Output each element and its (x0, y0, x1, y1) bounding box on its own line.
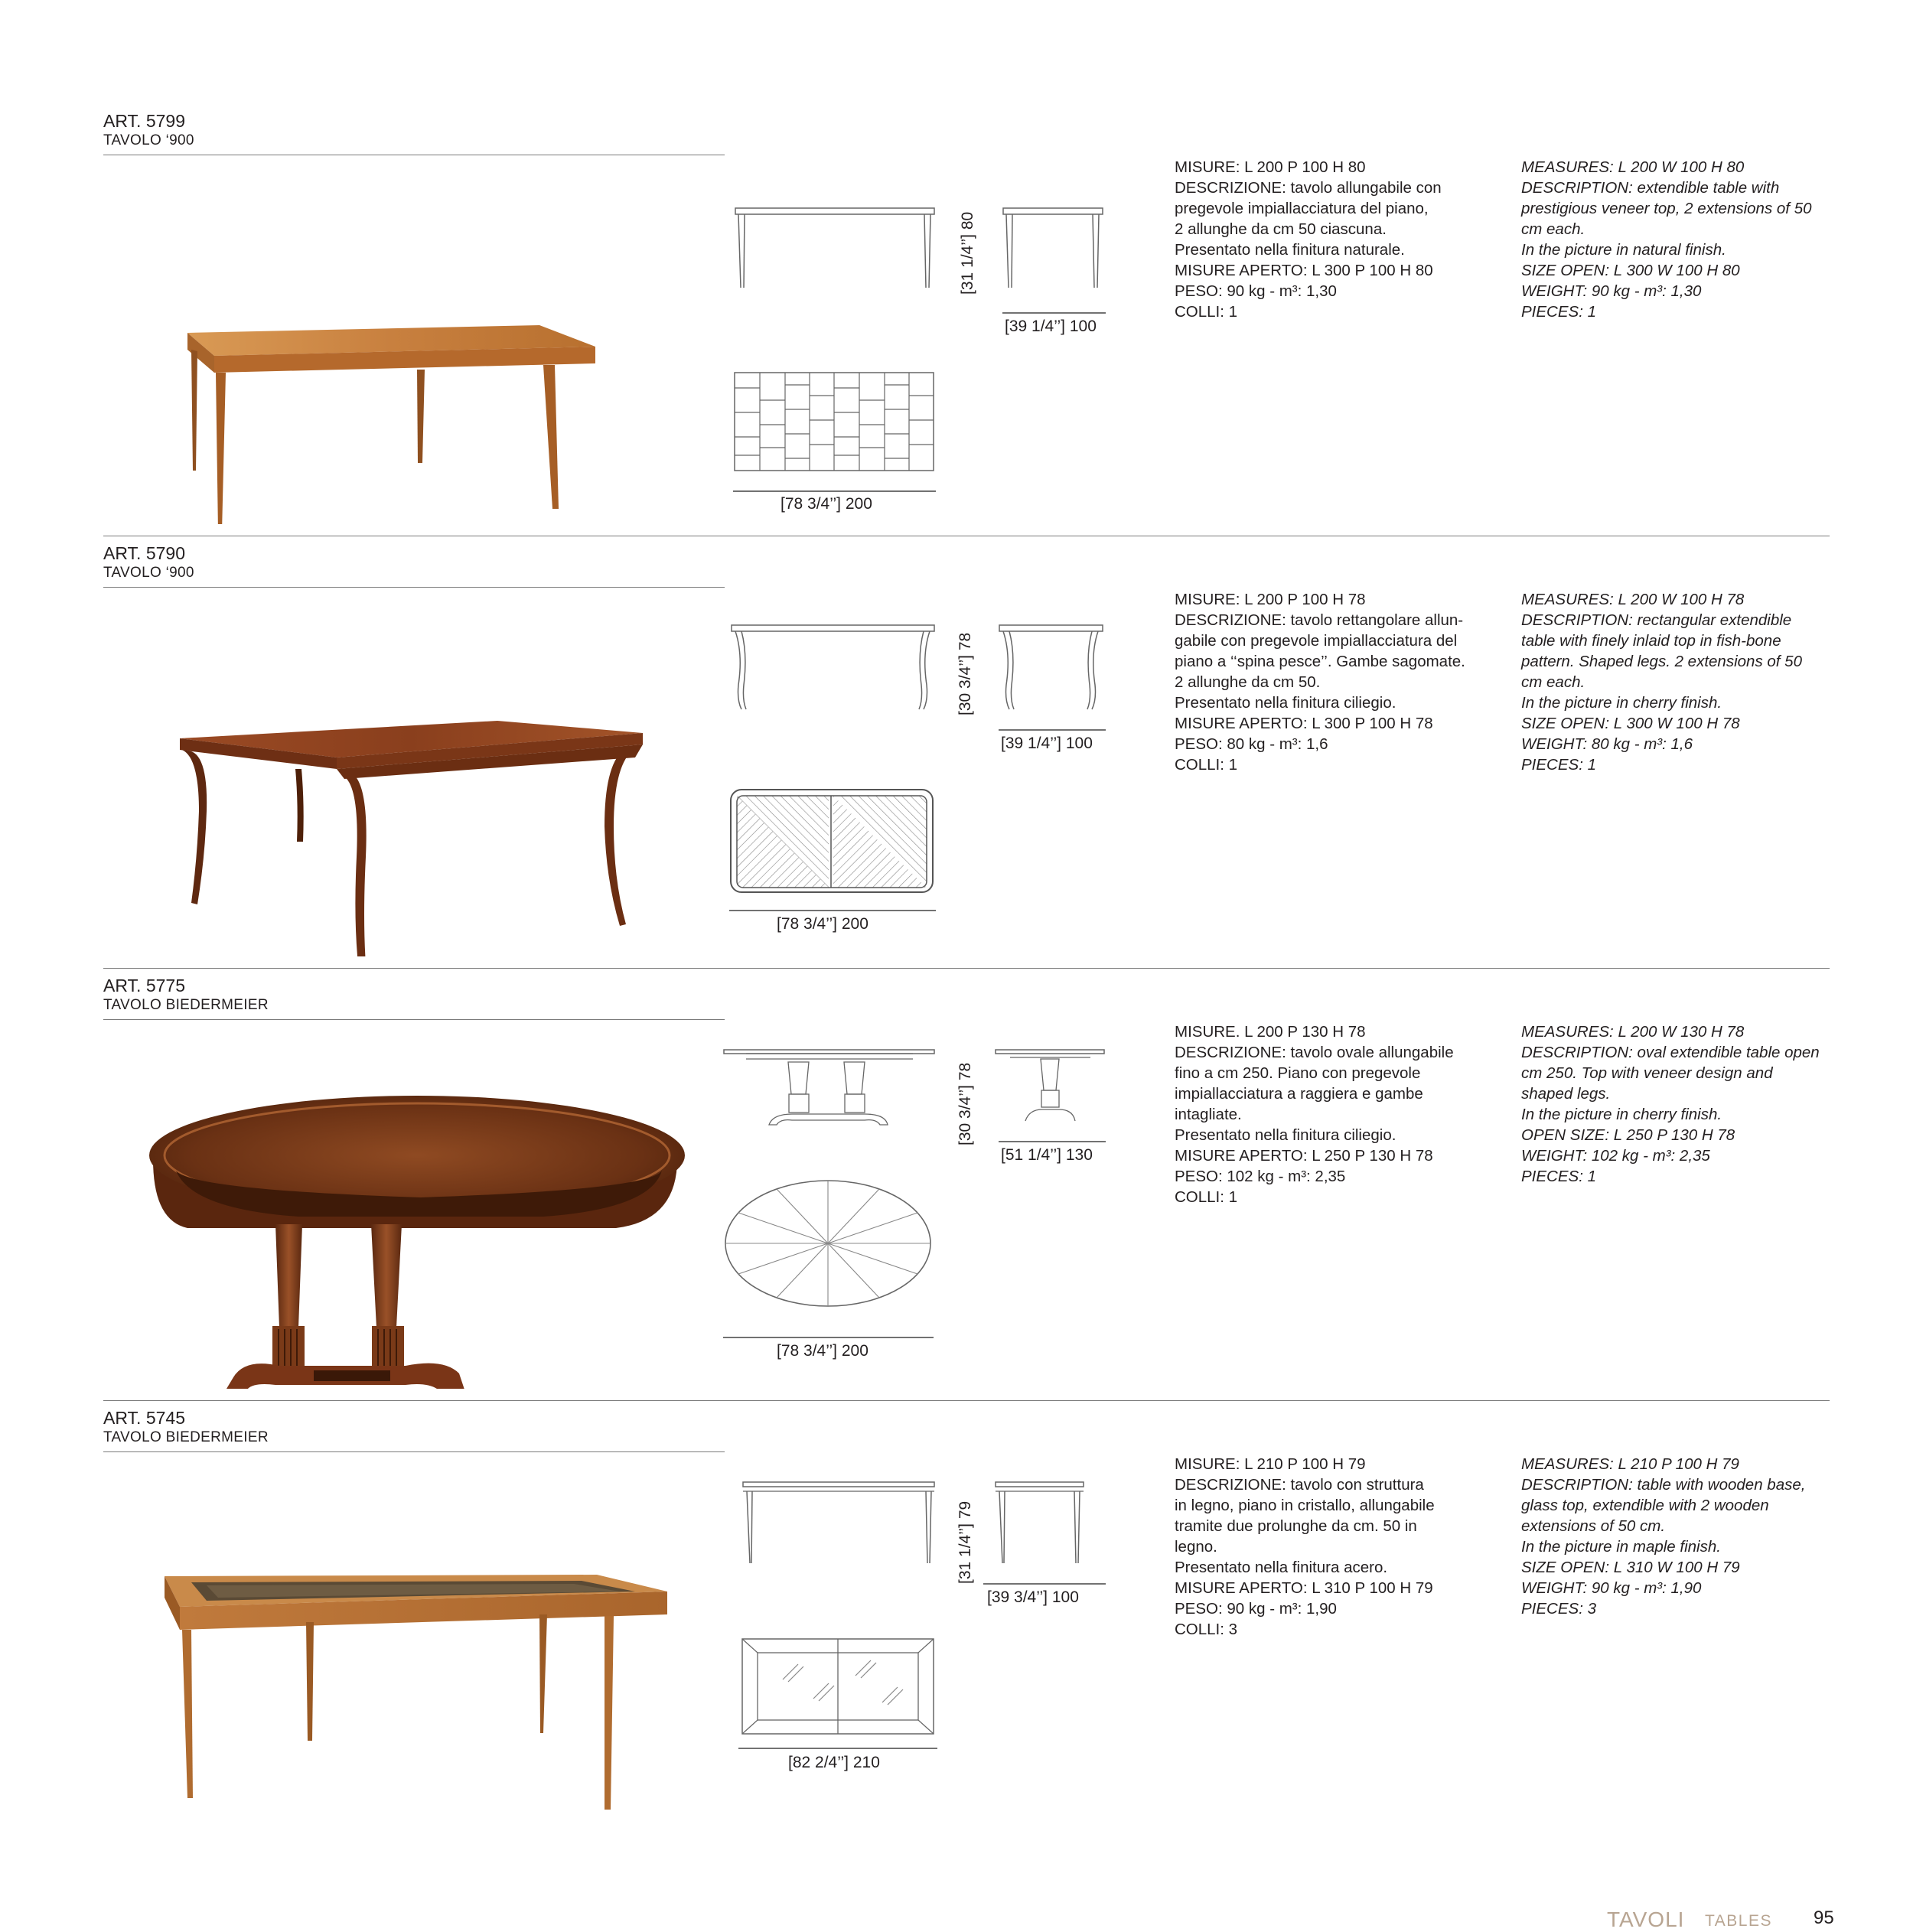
depth-dimension-line (1002, 311, 1106, 314)
product-block-5775 (0, 976, 1913, 1404)
length-dimension-line (733, 490, 936, 493)
side-elevation-drawing (995, 1481, 1087, 1572)
side-elevation-drawing (999, 624, 1106, 719)
side-elevation-drawing (995, 1048, 1106, 1132)
front-elevation-drawing (723, 1048, 937, 1132)
depth-dimension-line (999, 728, 1106, 731)
title-rule (103, 587, 725, 588)
depth-dimension: [39 3/4’’] 100 (987, 1588, 1079, 1606)
product-block-5799 (0, 111, 1913, 539)
table-photo (115, 604, 696, 956)
title-rule (103, 1019, 725, 1020)
description-en: MEASURES: L 200 W 130 H 78 DESCRIPTION: oval extendible table open cm 250. Top with veneer design and shaped legs. In the picture in cherry finish. OPEN SIZE: L 250 P 130 H 78 WEIGHT: 102 kg - m³: 2,35 PIECES: 1 (1521, 1023, 1820, 1185)
footer-section-en: TABLES (1705, 1912, 1772, 1930)
depth-dimension: [39 1/4’’] 100 (1001, 735, 1093, 752)
article-code: ART. 5790 (103, 543, 185, 563)
length-dimension-line (723, 1336, 934, 1339)
front-elevation-drawing (731, 624, 937, 719)
description-it: MISURE: L 200 P 100 H 80 DESCRIZIONE: tavolo allungabile con pregevole impiallacciatura del piano, 2 allunghe da cm 50 ciascuna. Presentato nella finitura naturale. MISURE APERTO: L 300 P 100 H 80 PESO: 90 kg - m³: 1,30 COLLI: 1 (1175, 158, 1442, 321)
footer-section-it: TAVOLI (1607, 1908, 1685, 1931)
article-code: ART. 5799 (103, 111, 185, 131)
section-divider (103, 968, 1830, 969)
article-code: ART. 5745 (103, 1408, 185, 1428)
height-dimension: [30 3/4’’] 78 (956, 632, 974, 715)
length-dimension: [78 3/4’’] 200 (777, 1342, 869, 1360)
height-dimension: [31 1/4’’] 80 (959, 211, 976, 295)
length-dimension-line (738, 1747, 937, 1750)
length-dimension: [82 2/4’’] 210 (788, 1754, 880, 1771)
front-elevation-drawing (742, 1481, 937, 1572)
article-code: ART. 5775 (103, 976, 185, 995)
product-block-5745 (0, 1408, 1913, 1836)
table-photo (115, 172, 696, 524)
description-it: MISURE. L 200 P 130 H 78 DESCRIZIONE: tavolo ovale allungabile fino a cm 250. Piano con pregevole impiallacciatura a raggiera e gambe intagliate. Presentato nella finitura ciliegio. MISURE APERTO: L 250 P 130 H 78 PESO: 102 kg - m³: 2,35 COLLI: 1 (1175, 1023, 1454, 1206)
description-en: MEASURES: L 210 P 100 H 79 DESCRIPTION: table with wooden base, glass top, extendible with 2 wooden extensions of 50 cm. In the picture in maple finish. SIZE OPEN: L 310 W 100 H 79 WEIGHT: 90 kg - m³: 1,90 PIECES: 3 (1521, 1455, 1806, 1618)
section-divider (103, 1400, 1830, 1401)
article-name: TAVOLO BIEDERMEIER (103, 1429, 269, 1445)
article-name: TAVOLO ‘900 (103, 132, 194, 148)
depth-dimension-line (983, 1582, 1106, 1585)
depth-dimension: [39 1/4’’] 100 (1005, 318, 1097, 335)
height-dimension: [30 3/4’’] 78 (956, 1062, 974, 1145)
depth-dimension-line (999, 1140, 1106, 1143)
table-photo (115, 1469, 696, 1821)
front-elevation-drawing (735, 207, 937, 298)
top-plan-drawing (741, 1637, 936, 1737)
page-number: 95 (1814, 1908, 1834, 1928)
top-plan-drawing (723, 1178, 934, 1308)
description-it: MISURE: L 200 P 100 H 78 DESCRIZIONE: tavolo rettangolare allun- gabile con pregevole impiallacciatura del piano a ‘‘spina pesce’’. Gambe sagomate. 2 allunghe da cm 50. Presentato nella finitura ciliegio. MISURE APERTO: L 300 P 100 H 78 PESO: 80 kg - m³: 1,6 COLLI: 1 (1175, 591, 1465, 774)
length-dimension: [78 3/4’’] 200 (781, 495, 872, 513)
length-dimension: [78 3/4’’] 200 (777, 915, 869, 933)
table-photo (115, 1037, 696, 1389)
depth-dimension: [51 1/4’’] 130 (1001, 1146, 1093, 1164)
title-rule (103, 1451, 725, 1452)
top-plan-drawing (733, 371, 936, 474)
length-dimension-line (729, 909, 936, 912)
description-en: MEASURES: L 200 W 100 H 80 DESCRIPTION: extendible table with prestigious veneer top, 2 extensions of 50 cm each. In the picture in natural finish. SIZE OPEN: L 300 W 100 H 80 WEIGHT: 90 kg - m³: 1,30 PIECES: 1 (1521, 158, 1812, 321)
height-dimension: [31 1/4’’] 79 (956, 1500, 974, 1584)
article-name: TAVOLO ‘900 (103, 565, 194, 581)
article-name: TAVOLO BIEDERMEIER (103, 997, 269, 1013)
product-block-5790 (0, 543, 1913, 972)
description-it: MISURE: L 210 P 100 H 79 DESCRIZIONE: tavolo con struttura in legno, piano in cristallo, allungabile tramite due prolunghe da cm. 50 in legno. Presentato nella finitura acero. MISURE APERTO: L 310 P 100 H 79 PESO: 90 kg - m³: 1,90 COLLI: 3 (1175, 1455, 1435, 1638)
top-plan-drawing (729, 788, 936, 895)
side-elevation-drawing (1002, 207, 1106, 298)
description-en: MEASURES: L 200 W 100 H 78 DESCRIPTION: rectangular extendible table with finely inlaid top in fish-bone pattern. Shaped legs. 2 extensions of 50 cm each. In the picture in cherry finish. SIZE OPEN: L 300 W 100 H 78 WEIGHT: 80 kg - m³: 1,6 PIECES: 1 (1521, 591, 1802, 774)
